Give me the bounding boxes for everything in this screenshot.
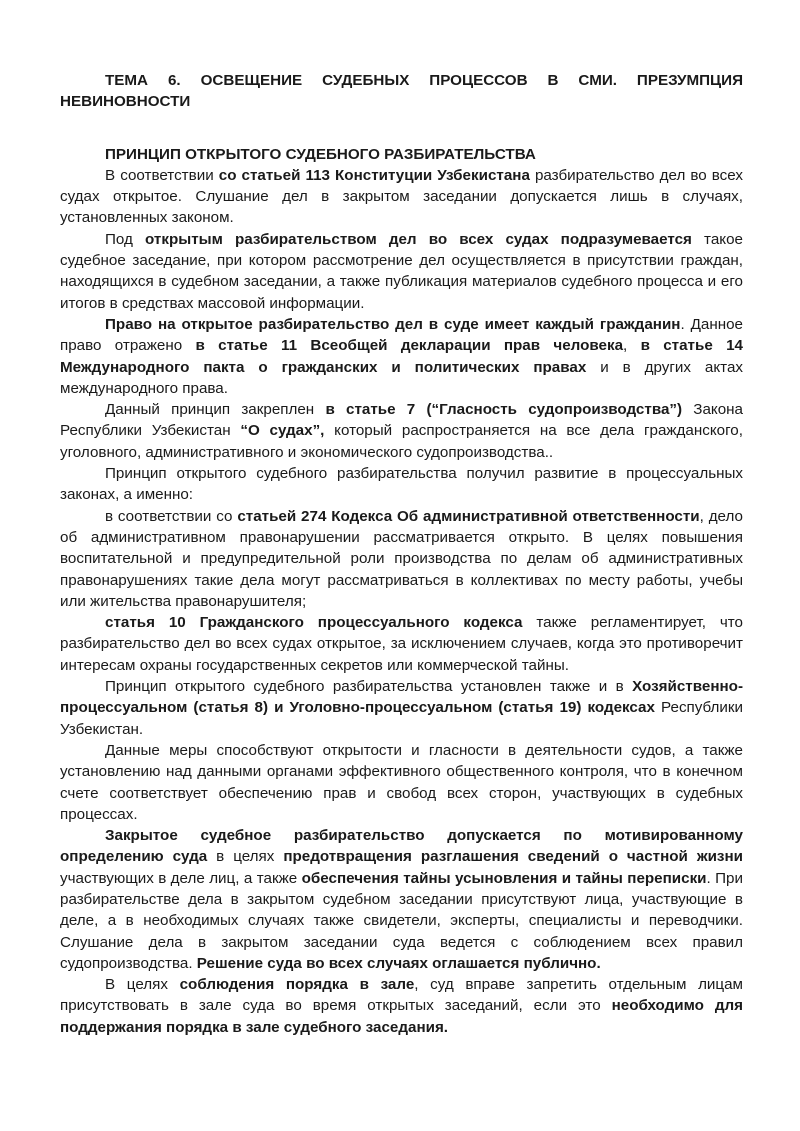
section-heading: ПРИНЦИП ОТКРЫТОГО СУДЕБНОГО РАЗБИРАТЕЛЬСТВА: [105, 145, 536, 163]
paragraph-courtroom-order: В целях соблюдения порядка в зале, суд вправе запретить отдельным лицам присутствовать в зале суда во время открытых заседаний, если это необходимо для поддержания порядка в зале судебного заседания.: [60, 976, 744, 1036]
paragraph-administrative-code: в соответствии со статьей 274 Кодекса Об административной ответственности, дело об административном правонарушении рассматривается открыто. В целях повышения воспитательной и предупредительной роли производства по делам об административных правонарушениях такие дела могут рассматриваться в коллективах по месту работы, учебы или жительства правонарушителя;: [60, 507, 743, 610]
paragraph-open-trial-definition: Под открытым разбирательством дел во всех судах подразумевается такое судебное заседание, при котором рассмотрение дел осуществляется в присутствии граждан, находящихся в судебном заседании, а также публикация материалов судебного процесса и его итогов в средствах массовой информации.: [60, 230, 743, 312]
paragraph-right-to-open-trial: Право на открытое разбирательство дел в суде имеет каждый гражданин. Данное право отражено в статье 11 Всеобщей декларации прав человека, в статье 14 Международного пакта о гражданских и политических правах и в других актах международного права.: [60, 315, 743, 397]
document-title: ТЕМА 6. ОСВЕЩЕНИЕ СУДЕБНЫХ ПРОЦЕССОВ В СМИ. ПРЕЗУМПЦИЯ НЕВИНОВНОСТИ: [60, 72, 743, 111]
paragraph-economic-criminal-codes: Принцип открытого судебного разбирательства установлен также и в Хозяйственно-процессуальном (статья 8) и Уголовно-процессуальном (статья 19) кодексах Республики Узбекистан.: [60, 678, 744, 738]
paragraph-civil-procedure-code: статья 10 Гражданского процессуального кодекса также регламентирует, что разбирательство дел во всех судах открытое, за исключением случаев, когда это противоречит интересам охраны государственных секретов или коммерческой тайны.: [60, 614, 743, 674]
document-body: [60, 165, 743, 1038]
paragraph-transparency: Данные меры способствуют открытости и гласности в деятельности судов, а также установлению над данными органами эффективного общественного контроля, что в конечном счете соответствует обеспечению прав и свобод всех сторон, участвующих в судебных процессах.: [60, 741, 743, 823]
paragraph-procedural-laws: Принцип открытого судебного разбирательства получил развитие в процессуальных законах, а именно:: [60, 465, 743, 504]
paragraph-constitution: В соответствии со статьей 113 Конституции Узбекистана разбирательство дел во всех судах открытое. Слушание дел в закрытом заседании допускается лишь в случаях, установленных законом.: [60, 166, 743, 227]
paragraph-law-on-courts: Данный принцип закреплен в статье 7 (“Гласность судопроизводства”) Закона Республики Узбекистан “О судах”, который распространяется на все дела гражданского, уголовного, административного и экономического судопроизводства..: [60, 401, 743, 461]
document-page: [60, 70, 743, 1038]
paragraph-closed-trial: Закрытое судебное разбирательство допускается по мотивированному определению суда в целях предотвращения разглашения сведений о частной жизни участвующих в деле лиц, а также обеспечения тайны усыновления и тайны переписки. При разбирательстве дела в закрытом судебном заседании присутствуют лица, участвующие в деле, а в необходимых случаях также свидетели, эксперты, специалисты и переводчики. Слушание дела в закрытом заседании суда ведется с соблюдением всех правил судопроизводства. Решение суда во всех случаях оглашается публично.: [60, 827, 743, 972]
